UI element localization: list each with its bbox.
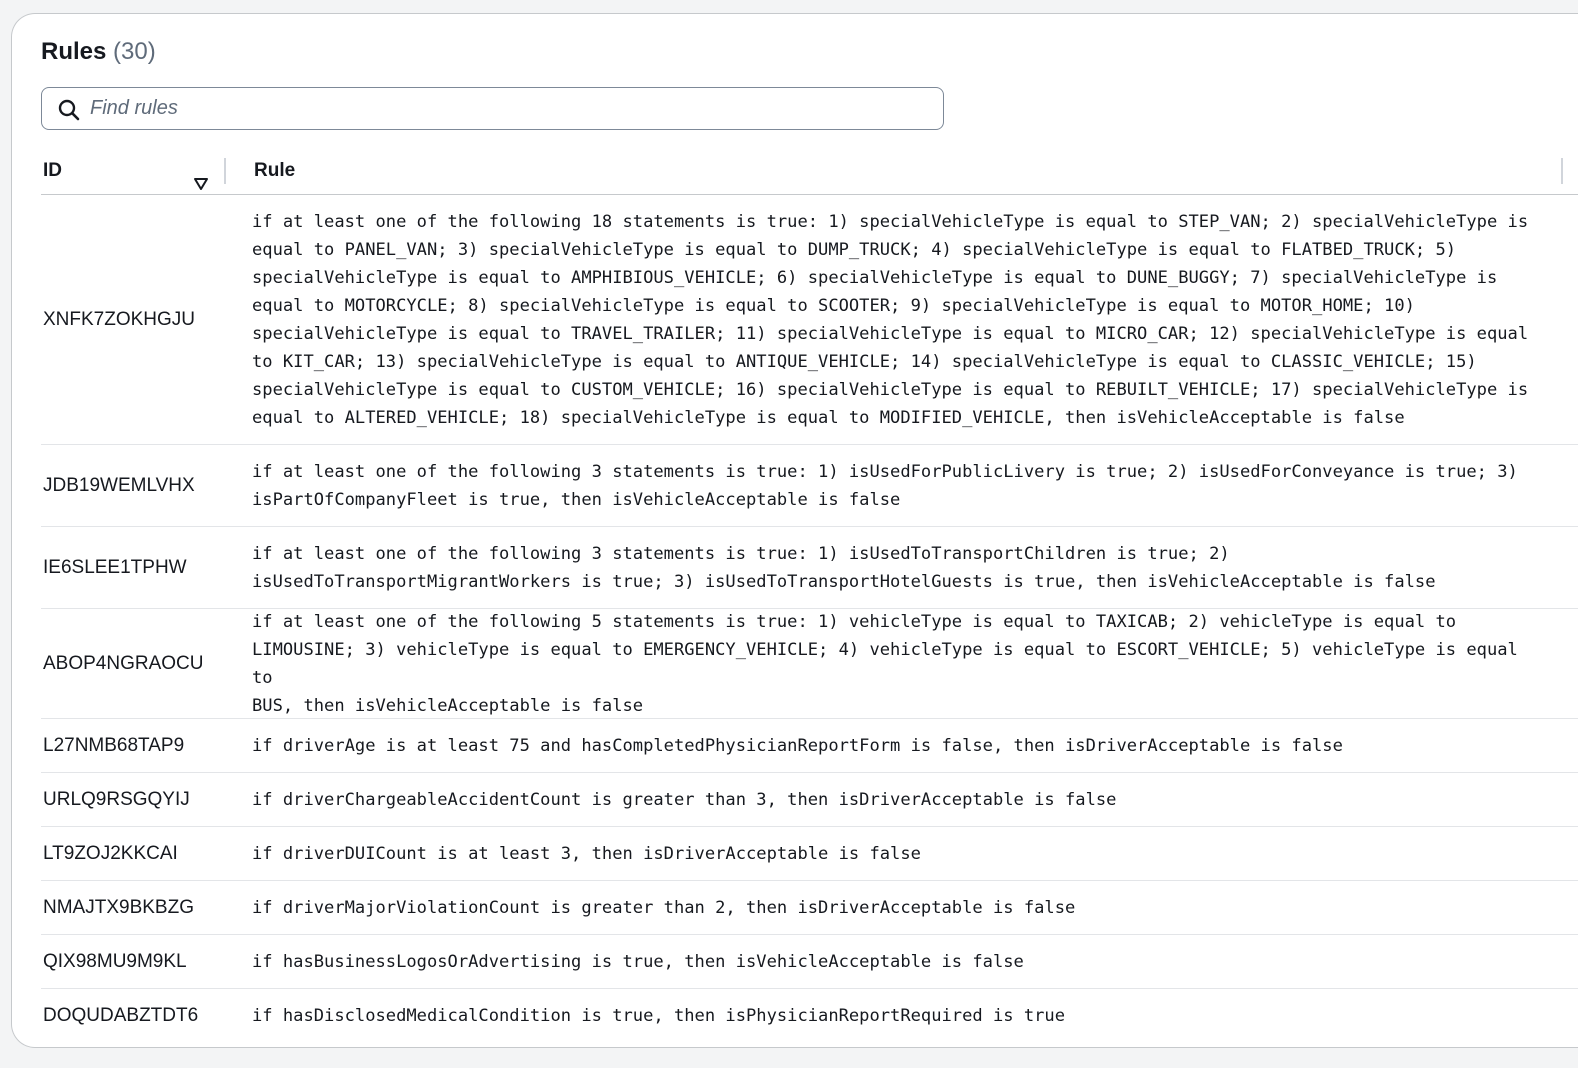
search-icon xyxy=(57,98,81,122)
rule-text: if hasDisclosedMedicalCondition is true, then isPhysicianReportRequired is true xyxy=(252,1006,1066,1026)
rule-text: if driverDUICount is at least 3, then isDriverAcceptable is false xyxy=(252,843,921,864)
column-resize-handle[interactable] xyxy=(224,158,226,184)
rule-id: LT9ZOJ2KKCAI xyxy=(43,842,178,864)
table-row[interactable] xyxy=(41,445,1578,527)
page-title xyxy=(41,38,156,66)
rule-id: ABOP4NGRAOCU xyxy=(43,652,204,674)
title-text: Rules xyxy=(41,38,107,65)
table-row[interactable] xyxy=(41,935,1578,989)
rule-text: if at least one of the following 5 statements is true: 1) vehicleType is equal to TAXICAB; 2) vehicleType is equal to LIMOUSINE; 3) vehicleType is equal to EMERGENCY_VEHICLE; 4) vehicleType is equal to ESCORT_VEHICLE; 5) vehicleType is equal to BUS, then isVehicleAcceptable is false xyxy=(252,611,1529,716)
search-box[interactable] xyxy=(41,87,944,130)
search-input[interactable] xyxy=(90,90,910,127)
table-row[interactable] xyxy=(41,881,1578,935)
table-row[interactable] xyxy=(41,989,1578,1043)
rule-id: URLQ9RSGQYIJ xyxy=(43,788,190,810)
rule-text: if at least one of the following 3 statements is true: 1) isUsedToTransportChildren is true; 2) isUsedToTransportMigrantWorkers is true; 3) isUsedToTransportHotelGuests is true, then isVehicleAcceptable is false xyxy=(252,543,1436,592)
column-header-rule-label: Rule xyxy=(254,160,296,181)
column-header-rule[interactable] xyxy=(254,148,1554,194)
table-row[interactable] xyxy=(41,827,1578,881)
rule-text: if driverMajorViolationCount is greater than 2, then isDriverAcceptable is false xyxy=(252,897,1076,918)
rule-id: NMAJTX9BKBZG xyxy=(43,896,194,918)
rules-panel xyxy=(11,13,1578,1048)
table-row[interactable] xyxy=(41,773,1578,827)
rule-id: IE6SLEE1TPHW xyxy=(43,556,187,578)
rule-id: L27NMB68TAP9 xyxy=(43,734,185,756)
rule-text: if driverChargeableAccidentCount is greater than 3, then isDriverAcceptable is false xyxy=(252,789,1117,810)
rule-id: JDB19WEMLVHX xyxy=(43,474,195,496)
table-body xyxy=(41,195,1578,1043)
rule-text: if hasBusinessLogosOrAdvertising is true, then isVehicleAcceptable is false xyxy=(252,951,1024,972)
rule-text: if at least one of the following 18 statements is true: 1) specialVehicleType is equal to STEP_VAN; 2) specialVehicleType is equal to PANEL_VAN; 3) specialVehicleType is equal to DUMP_TRUCK; 4) specialVehicleType is equal to FLATBED_TRUCK; 5) specialVehicleType is equal to AMPHIBIOUS_VEHICLE; 6) specialVehicleType is equal to DUNE_BUGGY; 7) specialVehicleType is equal to MOTORCYCLE; 8) specialVehicleType is equal to SCOOTER; 9) specialVehicleType is equal to MOTOR_HOME; 10) specialVehicleType is equal to TRAVEL_TRAILER; 11) specialVehicleType is equal to MICRO_CAR; 12) specialVehicleType is equal to KIT_CAR; 13) specialVehicleType is equal to ANTIQUE_VEHICLE; 14) specialVehicleType is equal to CLASSIC_VEHICLE; 15) specialVehicleType is equal to CUSTOM_VEHICLE; 16) specialVehicleType is equal to REBUILT_VEHICLE; 17) specialVehicleType is equal to ALTERED_VEHICLE; 18) specialVehicleType is equal to MODIFIED_VEHICLE, then isVehicleAcceptable is false xyxy=(252,211,1529,428)
table-row[interactable] xyxy=(41,609,1578,719)
column-header-id[interactable] xyxy=(43,148,223,194)
rule-id: QIX98MU9M9KL xyxy=(43,950,187,972)
table-header xyxy=(41,148,1578,195)
rule-text: if driverAge is at least 75 and hasCompletedPhysicianReportForm is false, then isDriverAcceptable is false xyxy=(252,735,1343,756)
table-row[interactable] xyxy=(41,719,1578,773)
column-header-id-label: ID xyxy=(43,160,62,181)
sort-descending-icon[interactable] xyxy=(193,163,209,177)
table-row[interactable] xyxy=(41,195,1578,445)
column-resize-handle[interactable] xyxy=(1561,158,1563,184)
rule-text: if at least one of the following 3 statements is true: 1) isUsedForPublicLivery is true; 2) isUsedForConveyance is true; 3) isPartOfCompanyFleet is true, then isVehicleAcceptable is false xyxy=(252,461,1518,510)
rule-id: DOQUDABZTDT6 xyxy=(43,1005,199,1026)
rule-id: XNFK7ZOKHGJU xyxy=(43,308,196,330)
rules-count: (30) xyxy=(113,38,156,65)
table-row[interactable] xyxy=(41,527,1578,609)
